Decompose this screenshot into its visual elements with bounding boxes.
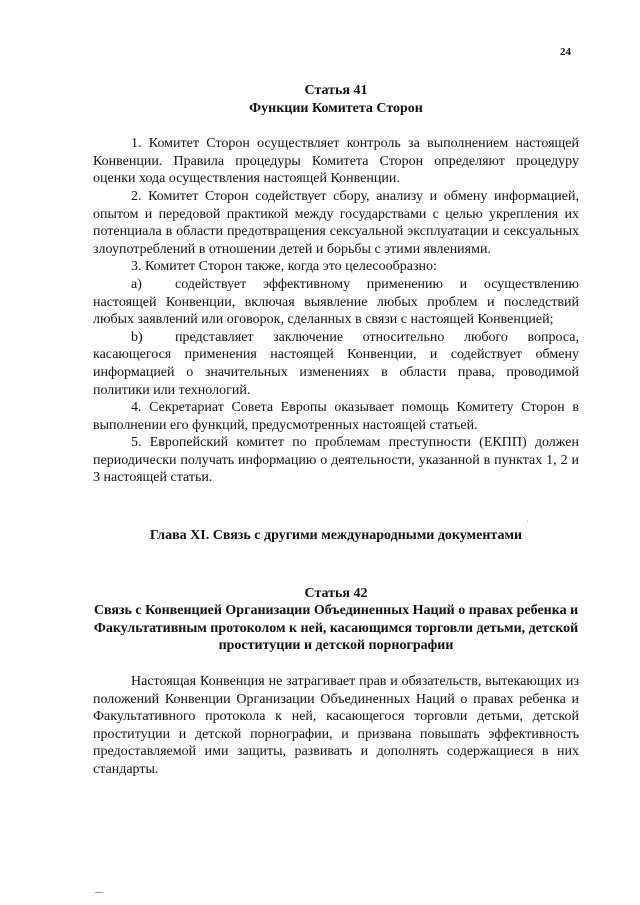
sub-item-label: b): [131, 329, 143, 345]
article-41-paragraph-4: 4. Секретариат Совета Европы оказывает помощь Комитету Сторон в выполнении его функций, предусмотренных настоящей статьей.: [93, 400, 579, 433]
article-41-title: Функции Комитета Сторон: [249, 100, 423, 116]
article-41-paragraph-3: 3. Комитет Сторон также, когда это целесообразно:: [131, 259, 437, 275]
page-content: [93, 82, 579, 779]
sub-item-label: a): [131, 276, 142, 292]
article-41-sub-item-a: [93, 276, 579, 329]
article-41-number: Статья 41: [304, 83, 368, 98]
article-42-paragraph: Настоящая Конвенция не затрагивает прав и обязательств, вытекающих из положений Конвенции Организации Объединенных Наций о правах ребенка и Факультативного протокола к ней, касающегося торговли детьми, детской проституции и детской порнографии, и призвана повышать эффективность предоставляемой ими защиты, развивать и дополнять содержащиеся в них стандарты.: [93, 674, 579, 777]
article-42-number: Статья 42: [304, 585, 368, 601]
chapter-heading: Глава XI. Связь с другими международными документами: [149, 528, 523, 544]
page-number: 24: [560, 46, 571, 58]
scan-speck: [95, 892, 103, 893]
article-41-paragraph-2: 2. Комитет Сторон содействует сбору, анализу и обмену информацией, опытом и передовой практикой между государствами с целью укрепления их потенциала в области предотвращения сексуальной эксплуатации и сексуальных злоупотреблений в отношении детей и борьбы с этими явлениями.: [93, 188, 579, 257]
sub-item-text: представляет заключение относительно любого вопроса, касающегося применения настоящей Конвенции, и содействует обмену информацией о значительных изменениях в области права, проводимой политики или технологий.: [93, 329, 579, 398]
article-41-paragraph-1: 1. Комитет Сторон осуществляет контроль за выполнением настоящей Конвенции. Правила процедуры Комитета Сторон определяют процедуру оценки хода осуществления настоящей Конвенции.: [93, 136, 579, 187]
sub-item-text: содействует эффективному применению и осуществлению настоящей Конвенции, включая выявление любых проблем и последствий любых заявлений или оговорок, сделанных в связи с настоящей Конвенцией;: [93, 276, 579, 328]
article-41-paragraph-5: 5. Европейский комитет по проблемам преступности (ЕКПП) должен периодически получать информацию о деятельности, указанной в пунктах 1, 2 и 3 настоящей статьи.: [93, 435, 579, 486]
scan-speck: [527, 521, 528, 522]
article-42-title: Связь с Конвенцией Организации Объединенных Наций о правах ребенка и Факультативным протоколом к ней, касающимся торговли детьми, детской проституции и детской порнографии: [93, 603, 579, 654]
article-41-sub-item-b: [93, 329, 579, 399]
